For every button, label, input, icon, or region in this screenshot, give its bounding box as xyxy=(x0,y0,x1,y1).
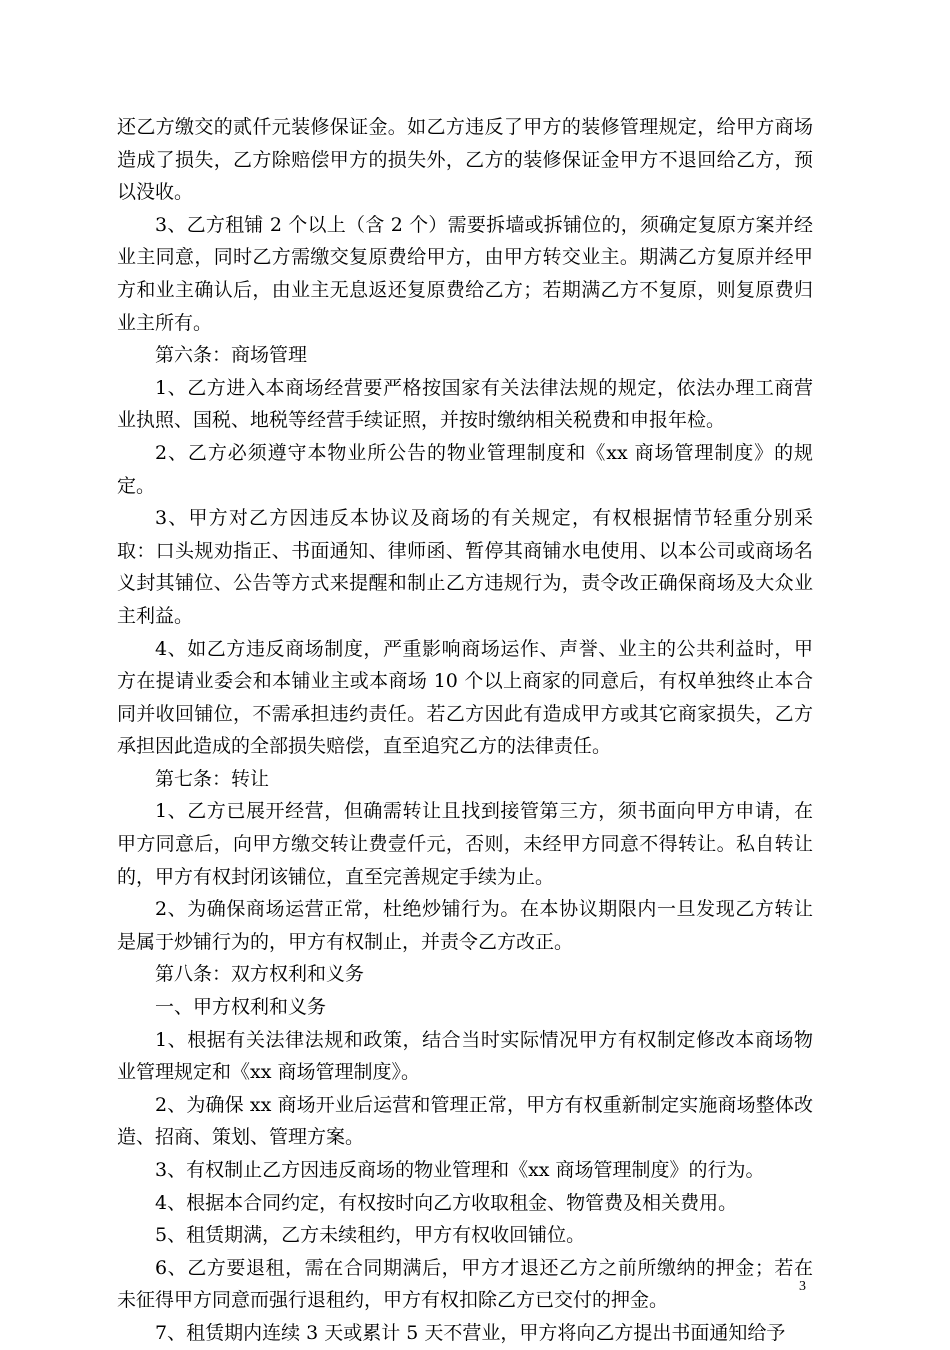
paragraph: 5、租赁期满，乙方未续租约，甲方有权收回铺位。 xyxy=(155,1224,586,1247)
paragraph: 6、乙方要退租，需在合同期满后，甲方才退还乙方之前所缴纳的押金；若在未征得甲方同意而强行退租约，甲方有权扣除乙方已交付的押金。 xyxy=(117,1256,813,1312)
page-number: 3 xyxy=(799,1279,806,1294)
paragraph: 3、甲方对乙方因违反本协议及商场的有关规定，有权根据情节轻重分别采取：口头规劝指正、书面通知、律师函、暂停其商铺水电使用、以本公司或商场名义封其铺位、公告等方式来提醒和制止乙方违规行为，责令改正确保商场及大众业主利益。 xyxy=(117,507,813,627)
paragraph: 3、有权制止乙方因违反商场的物业管理和《xx 商场管理制度》的行为。 xyxy=(155,1159,765,1181)
paragraph: 还乙方缴交的贰仟元装修保证金。如乙方违反了甲方的装修管理规定，给甲方商场造成了损失，乙方除赔偿甲方的损失外，乙方的装修保证金甲方不退回给乙方，预以没收。 xyxy=(117,116,813,204)
paragraph: 1、乙方已展开经营，但确需转让且找到接管第三方，须书面向甲方申请，在甲方同意后，向甲方缴交转让费壹仟元，否则，未经甲方同意不得转让。私自转让的，甲方有权封闭该铺位，直至完善规定手续为止。 xyxy=(117,800,813,888)
paragraph: 1、乙方进入本商场经营要严格按国家有关法律法规的规定，依法办理工商营业执照、国税、地税等经营手续证照，并按时缴纳相关税费和申报年检。 xyxy=(117,376,813,432)
paragraph: 4、根据本合同约定，有权按时向乙方收取租金、物管费及相关费用。 xyxy=(155,1191,738,1214)
section-heading: 第七条：转让 xyxy=(155,767,270,790)
paragraph: 3、乙方租铺 2 个以上（含 2 个）需要拆墙或拆铺位的，须确定复原方案并经业主同意，同时乙方需缴交复原费给甲方，由甲方转交业主。期满乙方复原并经甲方和业主确认后，由业主无息返还复原费给乙方；若期满乙方不复原，则复原费归业主所有。 xyxy=(117,213,813,334)
section-heading: 第六条：商场管理 xyxy=(155,344,308,367)
paragraph: 2、为确保商场运营正常，杜绝炒铺行为。在本协议期限内一旦发现乙方转让是属于炒铺行为的，甲方有权制止，并责令乙方改正。 xyxy=(117,898,813,953)
section-heading: 第八条：双方权利和义务 xyxy=(155,963,365,986)
paragraph: 7、租赁期内连续 3 天或累计 5 天不营业，甲方将向乙方提出书面通知给予 xyxy=(155,1321,786,1344)
subsection-heading: 一、甲方权利和义务 xyxy=(155,996,327,1019)
paragraph: 2、乙方必须遵守本物业所公告的物业管理制度和《xx 商场管理制度》的规定。 xyxy=(117,441,813,497)
document-body xyxy=(117,111,813,1350)
paragraph: 4、如乙方违反商场制度，严重影响商场运作、声誉、业主的公共利益时，甲方在提请业委会和本铺业主或本商场 10 个以上商家的同意后，有权单独终止本合同并收回铺位，不需承担违约责任。若乙方因此有造成甲方或其它商家损失，乙方承担因此造成的全部损失赔偿，直至追究乙方的法律责任。 xyxy=(117,637,813,758)
paragraph: 2、为确保 xx 商场开业后运营和管理正常，甲方有权重新制定实施商场整体改造、招商、策划、管理方案。 xyxy=(117,1093,813,1149)
paragraph: 1、根据有关法律法规和政策，结合当时实际情况甲方有权制定修改本商场物业管理规定和《xx 商场管理制度》。 xyxy=(117,1028,813,1084)
